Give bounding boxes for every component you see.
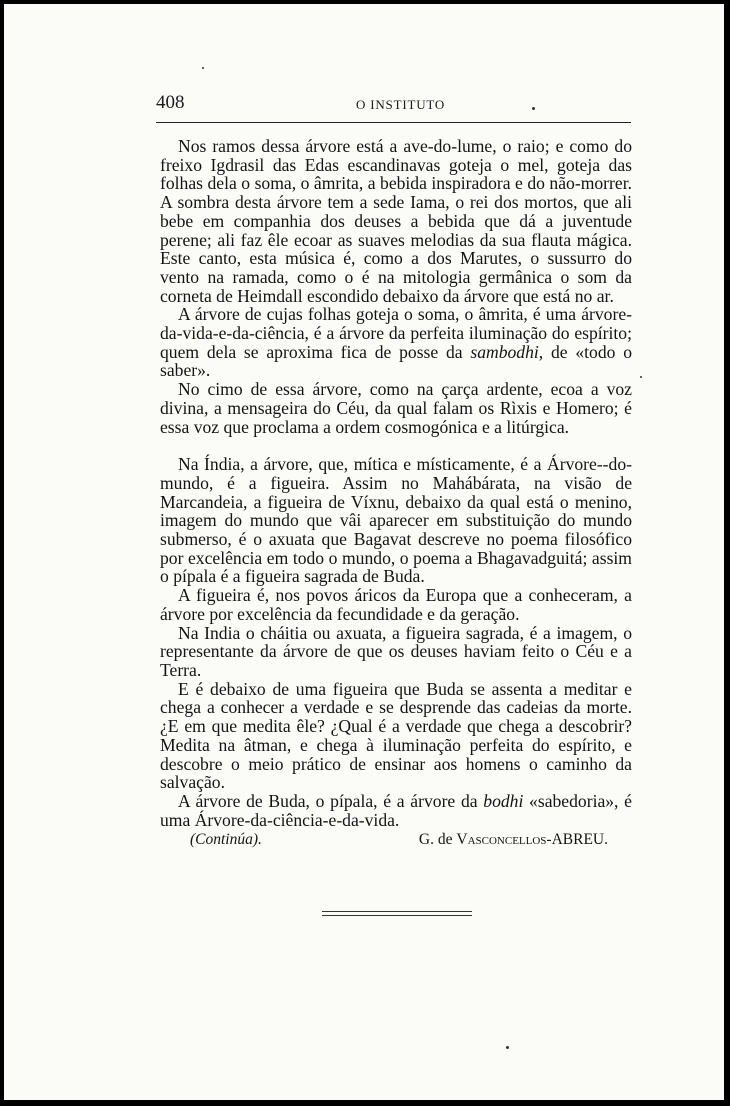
paragraph-7: E é debaixo de uma figueira que Buda se assenta a meditar e chega a conhecer a verdade e se desprende das cadeias da morte. ¿E em que medita êle? ¿Qual é a verdade que chega a descobrir? Medita na âtman, e chega à iluminação perfeita do espírito, e descobre o meio prático de ensinar aos homens o caminho da salvação. bbox=[160, 678, 632, 793]
paragraph-2-text-end: de «todo o saber». bbox=[160, 341, 632, 381]
paragraph-2-emphasis: sambodhi, bbox=[470, 341, 544, 362]
page-header bbox=[156, 92, 631, 124]
author-surname: Vasconcellos bbox=[456, 831, 547, 849]
author-signature bbox=[419, 831, 608, 850]
paragraph-8 bbox=[160, 792, 632, 829]
paragraph-8-text: A árvore de Buda, o pípala, é a árvore da bbox=[178, 790, 484, 811]
paragraph-4: Na Índia, a árvore, que, mítica e místicamente, é a Árvore--do-mundo, é a figueira. Assim no Mahábárata, na visão de Marcandeia, a figueira de Víxnu, debaixo da qual está o menino, imagem do mundo que vâi aparecer em substituição do mundo submerso, é o axuata que Bagavat descreve no poema filosófico por excelência em todo o mundo, o poema a Bhagavadguitá; assim o pípala é a figueira sagrada de Buda. bbox=[160, 454, 632, 587]
author-suffix: -ABREU. bbox=[546, 831, 608, 849]
paragraph-1: Nos ramos dessa árvore está a ave-do-lume, o raio; e como do freixo Igdrasil das Edas escandinavas goteja o mel, goteja das folhas dela o soma, o âmrita, a bebida inspiradora e do não-morrer. A sombra desta árvore tem a sede Iama, o rei dos mortos, que ali bebe em companhia dos deuses a bebida que dá a juventude perene; ali faz êle ecoar as suaves melodias da sua flauta mágica. Este canto, esta música é, como a dos Marutes, o sussurro do vento na ramada, como o é na mitologia germânica o som da corneta de Heimdall escondido debaixo da árvore que está no ar. bbox=[160, 136, 632, 306]
continued-note: (Continúa). bbox=[190, 831, 262, 849]
author-initial: G. de bbox=[418, 831, 457, 849]
end-rule-top bbox=[322, 911, 472, 912]
paragraph-3: No cimo de essa árvore, como na çarça ardente, ecoa a voz divina, a mensageira do Céu, da qual falam os Rìxis e Homero; é essa voz que proclama a ordem cosmogónica e a litúrgica. bbox=[160, 379, 632, 437]
paragraph-2 bbox=[160, 305, 632, 380]
running-title: O INSTITUTO bbox=[356, 97, 446, 112]
signature-line bbox=[160, 831, 632, 853]
body-text bbox=[160, 137, 632, 853]
end-rule-bottom bbox=[322, 915, 472, 916]
page-number: 408 bbox=[156, 92, 185, 113]
speck-mark bbox=[506, 1046, 509, 1049]
header-rule bbox=[156, 122, 631, 123]
speck-mark bbox=[640, 376, 642, 378]
paragraph-8-emphasis: bodhi bbox=[483, 790, 524, 811]
scanned-page bbox=[4, 4, 724, 1100]
paragraph-6: Na India o cháitia ou axuata, a figueira sagrada, é a imagem, o representante da árvore de que os deuses haviam feito o Céu e a Terra. bbox=[160, 622, 632, 680]
paragraph-5: A figueira é, nos povos áricos da Europa que a conheceram, a árvore por excelência da fecundidade e da geração. bbox=[160, 585, 632, 624]
paragraph-8-text-end: «sabedoria», é uma Árvore-da-ciência-e-da-vida. bbox=[160, 790, 632, 830]
speck-mark bbox=[532, 107, 535, 110]
speck-mark bbox=[202, 67, 204, 69]
paragraph-2-text: A árvore de cujas folhas goteja o soma, o âmrita, é uma árvore-da-vida-e-da-ciência, é a árvore da perfeita iluminação do espírito; quem dela se aproxima fica de posse da bbox=[160, 304, 632, 362]
